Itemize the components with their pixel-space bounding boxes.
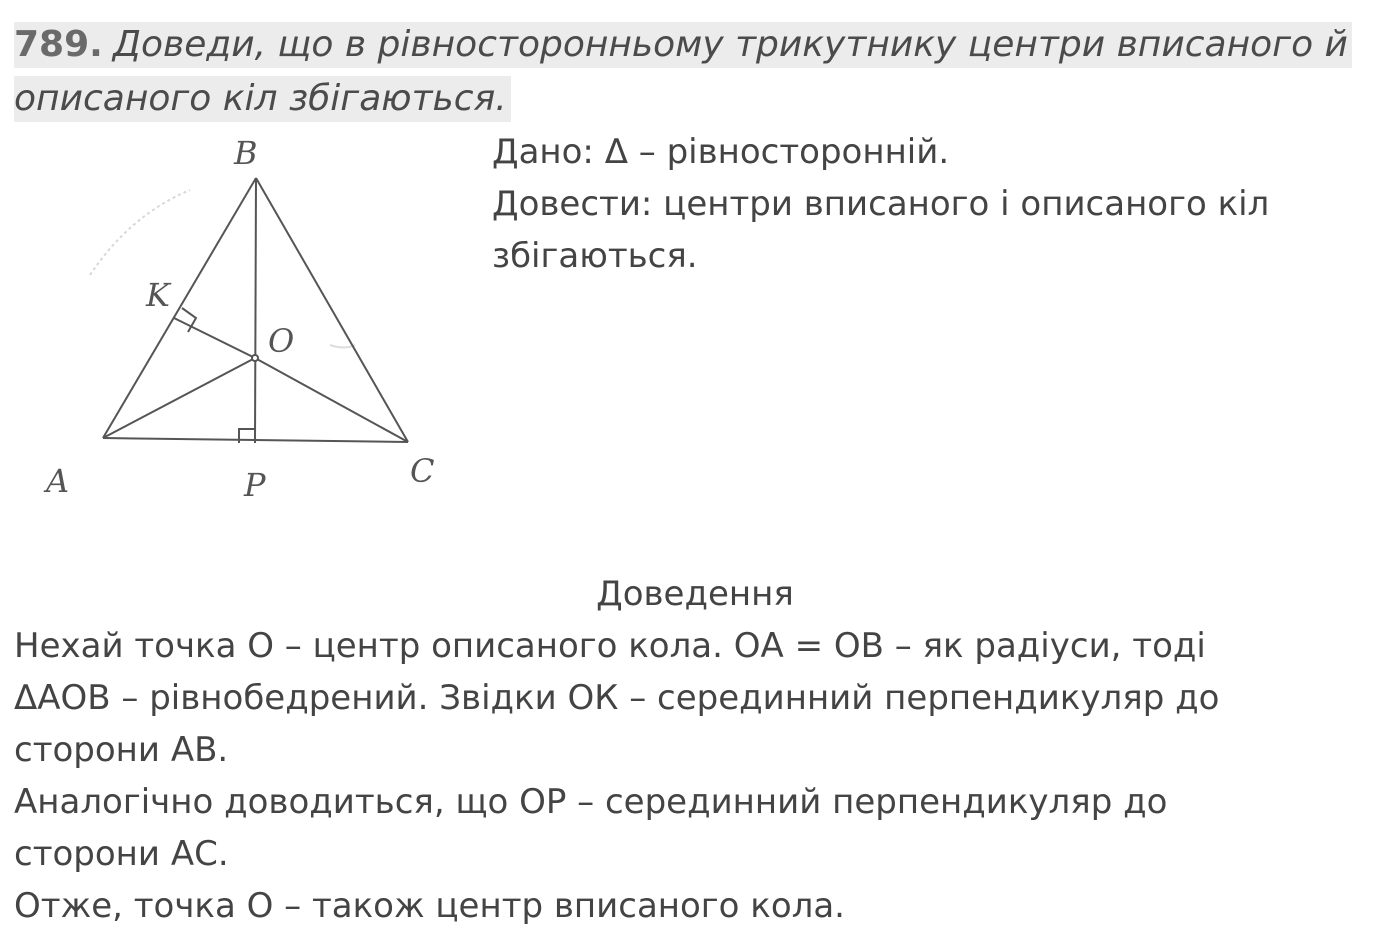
given-line: Дано: Δ – рівносторонній.	[492, 132, 950, 172]
label-o: O	[268, 322, 295, 360]
task-statement-line-1	[14, 22, 1352, 68]
side-bc	[256, 178, 408, 442]
proof-line: сторони АВ.	[14, 730, 229, 770]
proof-line: Нехай точка О – центр описаного кола. ОА = ОВ – як радіуси, тоді	[14, 626, 1206, 666]
circle-arc	[90, 190, 190, 275]
segment-bp	[255, 178, 256, 443]
prove-line: Довести: центри вписаного і описаного кіл	[492, 184, 1270, 224]
task-statement-line-2: описаного кіл збігаються.	[14, 76, 511, 122]
label-c: C	[410, 452, 435, 490]
task-text-1: Доведи, що в рівносторонньому трикутнику центри вписаного й	[112, 24, 1348, 65]
task-number: 789.	[14, 24, 103, 65]
segment-ko	[174, 318, 255, 358]
segment-co	[255, 358, 408, 442]
proof-title: Доведення	[596, 574, 794, 614]
label-p: P	[244, 466, 266, 504]
proof-line: Отже, точка О – також центр вписаного кола.	[14, 886, 845, 926]
triangle-figure	[0, 120, 480, 510]
label-b: B	[234, 134, 258, 172]
prove-line-continued: збігаються.	[492, 236, 698, 276]
proof-line: ΔАОВ – рівнобедрений. Звідки ОК – серединний перпендикуляр до	[14, 678, 1220, 718]
label-k: K	[146, 276, 170, 314]
label-a: A	[46, 462, 70, 500]
proof-line: сторони АС.	[14, 834, 229, 874]
side-ab	[103, 178, 256, 438]
point-o	[252, 355, 258, 361]
proof-line: Аналогічно доводиться, що ОР – серединний перпендикуляр до	[14, 782, 1168, 822]
